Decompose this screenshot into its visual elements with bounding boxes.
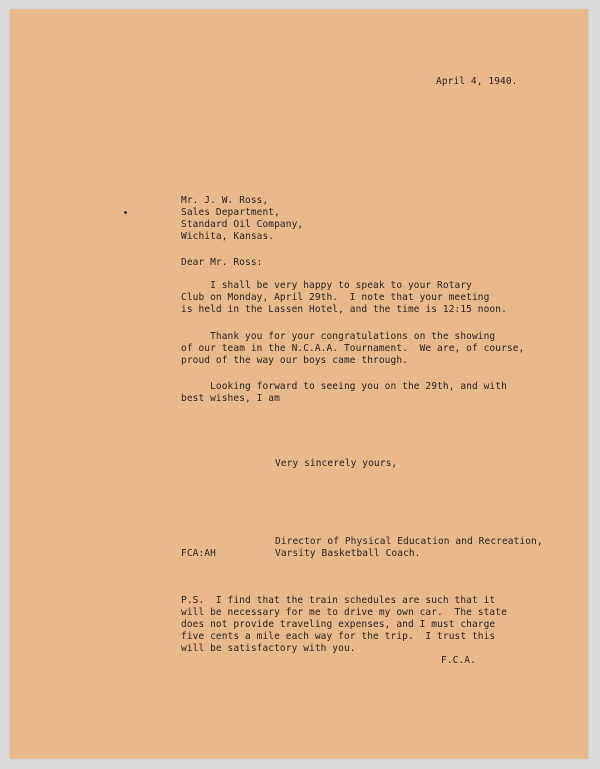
paragraph-3-line-1: Looking forward to seeing you on the 29th, and with <box>181 381 507 392</box>
recipient-city: Wichita, Kansas. <box>181 231 275 242</box>
postscript-line-2: will be necessary for me to drive my own car. The state <box>181 607 507 618</box>
paragraph-1-line-3: is held in the Lassen Hotel, and the time is 12:15 noon. <box>181 304 507 315</box>
paragraph-2-line-2: of our team in the N.C.A.A. Tournament. We are, of course, <box>181 343 525 354</box>
recipient-department: Sales Department, <box>181 207 280 218</box>
recipient-company: Standard Oil Company, <box>181 219 304 230</box>
letter-date: April 4, 1940. <box>436 76 518 87</box>
paragraph-2-line-3: proud of the way our boys came through. <box>181 355 408 366</box>
ink-speck <box>124 211 127 214</box>
salutation: Dear Mr. Ross: <box>181 257 263 268</box>
postscript-initials: F.C.A. <box>441 655 476 666</box>
reference-initials: FCA:AH <box>181 548 216 559</box>
paragraph-2-line-1: Thank you for your congratulations on the showing <box>181 331 496 342</box>
postscript-line-4: five cents a mile each way for the trip. I trust this <box>181 631 496 642</box>
signature-title-line-1: Director of Physical Education and Recreation, <box>275 536 543 547</box>
paragraph-1-line-1: I shall be very happy to speak to your Rotary <box>181 280 472 291</box>
signature-title-line-2: Varsity Basketball Coach. <box>275 548 421 559</box>
complimentary-closing: Very sincerely yours, <box>275 458 398 469</box>
paragraph-3-line-2: best wishes, I am <box>181 393 280 404</box>
postscript-line-3: does not provide traveling expenses, and I must charge <box>181 619 496 630</box>
paragraph-1-line-2: Club on Monday, April 29th. I note that your meeting <box>181 292 490 303</box>
postscript-line-1: P.S. I find that the train schedules are such that it <box>181 595 496 606</box>
recipient-name: Mr. J. W. Ross, <box>181 195 269 206</box>
postscript-line-5: will be satisfactory with you. <box>181 643 356 654</box>
